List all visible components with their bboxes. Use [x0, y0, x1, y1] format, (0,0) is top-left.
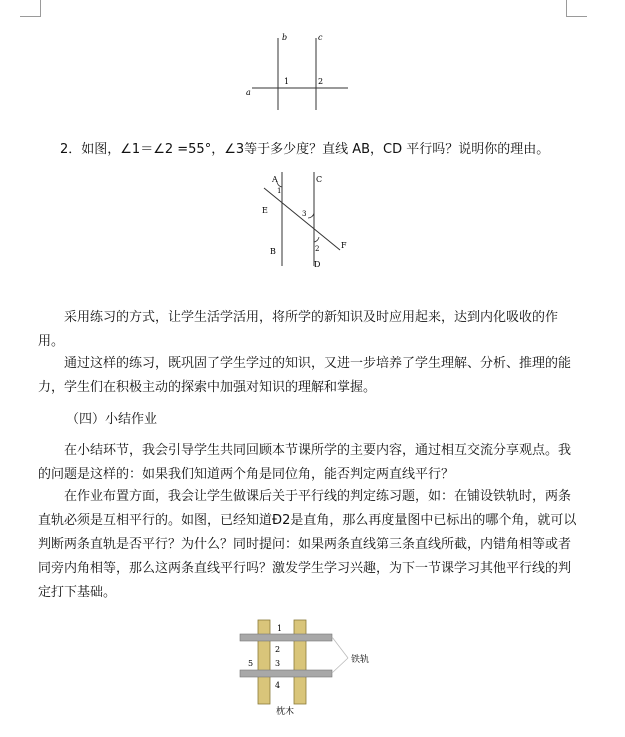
paragraph-consolidation: 通过这样的练习，既巩固了学生学过的知识，又进一步培养了学生理解、分析、推理的能力，学生们在积极主动的探索中加强对知识的理解和掌握。 — [38, 356, 572, 395]
label-angle-2: 2 — [318, 77, 324, 86]
paragraph-homework: 在作业布置方面，我会让学生做课后关于平行线的判定练习题，如：在铺设铁轨时，两条直轨必须是互相平行的。如图，已经知道Ð2是直角，那么再度量图中已标出的哪个角，就可以判断两条直轨是否平行？为什么？同时提问：如果两条直线第三条直线所截，内错角相等或者同旁内角相等，那么这两条直线平行吗？激发学生学习兴趣，为下一节课学习其他平行线的判定打下基础。 — [38, 489, 577, 600]
label-angle-3: 3 — [275, 659, 281, 668]
angle-3-arc — [308, 213, 314, 218]
page-corner-mark-right — [566, 0, 587, 17]
label-rail: 铁轨 — [351, 655, 370, 665]
paragraph-summary: 在小结环节，我会引导学生共同回顾本节课所学的主要内容，通过相互交流分享观点。我的问题是这样的：如果我们知道两个角是同位角，能否判定两直线平行？ — [38, 443, 572, 482]
label-D: D — [314, 260, 321, 269]
pointer-line-1 — [332, 637, 348, 658]
figure-parallel-lines — [240, 30, 350, 110]
figure-transversal — [258, 170, 358, 270]
label-angle-3: 3 — [302, 210, 307, 218]
label-angle-1: 1 — [277, 187, 282, 195]
section-title: （四）小结作业 — [66, 412, 158, 427]
label-angle-5: 5 — [248, 659, 254, 668]
label-angle-1: 1 — [284, 77, 290, 86]
line-ef — [264, 188, 340, 250]
label-b: b — [282, 33, 288, 42]
question-2: 2．如图，∠1＝∠2 =55°，∠3等于多少度？直线 AB，CD 平行吗？说明你的理由。 — [60, 142, 550, 157]
label-F: F — [341, 241, 347, 250]
pointer-line-2 — [332, 658, 348, 673]
rail-top — [240, 634, 332, 641]
label-E: E — [262, 206, 268, 215]
label-angle-2: 2 — [315, 245, 320, 253]
label-C: C — [316, 175, 323, 184]
label-a: a — [246, 88, 251, 97]
sleeper-right — [294, 620, 306, 704]
sleeper-left — [258, 620, 270, 704]
label-sleeper: 枕木 — [276, 707, 295, 717]
figure-rails — [236, 618, 386, 718]
label-angle-4: 4 — [275, 681, 281, 690]
label-A: A — [272, 175, 278, 184]
label-angle-2: 2 — [275, 645, 281, 654]
label-B: B — [270, 247, 276, 256]
label-c: c — [318, 33, 323, 42]
rail-bottom — [240, 670, 332, 677]
paragraph-practice: 采用练习的方式，让学生活学活用，将所学的新知识及时应用起来，达到内化吸收的作用。 — [38, 310, 559, 349]
page-corner-mark-left — [20, 0, 41, 17]
angle-2-arc — [314, 237, 319, 242]
label-angle-1: 1 — [277, 624, 283, 633]
